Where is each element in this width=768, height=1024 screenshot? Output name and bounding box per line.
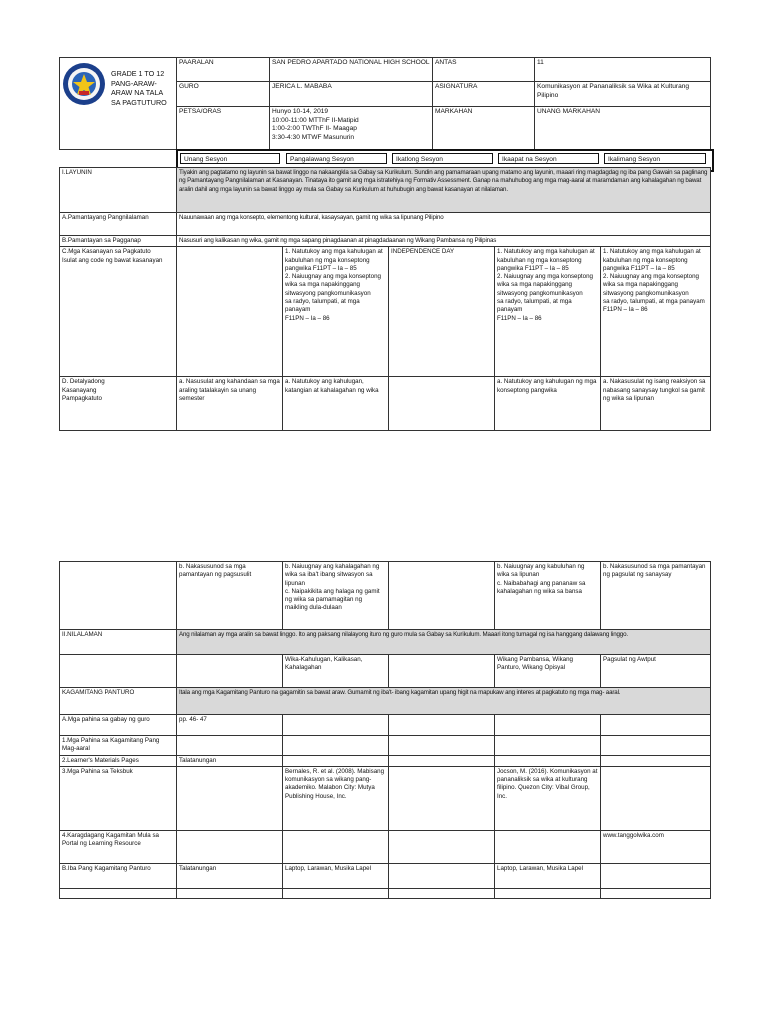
teksbuk-cell-3 [389,766,495,830]
detalye-row [60,377,711,431]
asignatura-label: ASIGNATURA [433,82,535,107]
continuation-cell-0 [60,888,177,898]
gabay-cell-4 [495,715,601,736]
lm-cell-3 [389,755,495,766]
karagdagan-cell-5: www.tanggolwika.com [601,830,711,863]
antas-value: 11 [535,58,711,82]
petsa-label: PETSA/ORAS [177,107,270,150]
detalye-cont-cell-5: b. Nakasusunod sa mga pamantayan ng pagsulat ng sanaysay [601,562,711,630]
detalye-cell-2: a. Natutukoy ang kahulugan, katangian at kahalagahan ng wika [283,377,389,431]
teksbuk-cell-2: Bernales, R. et al. (2008). Mabisang komunikasyon sa wikang pang-akademiko. Malabon City: Mutya Publishing House, Inc. [283,766,389,830]
kasanayan-cell-2: 1. Natutukoy ang mga kahulugan at kabuluhan ng mga konseptong pangwika F11PT – Ia – 85 2. Naiuugnay ang mga konseptong wika sa mga napakinggang sitwasyong pangkomunikasyon sa radyo, talumpati, at mga panayam F11PN – Ia – 86 [283,247,389,377]
kagamitan-row [60,688,711,715]
nilalaman-cell-1 [177,655,283,688]
lm-row [60,755,711,766]
kagamitan-mag-cell-4 [495,736,601,756]
petsa-value: Hunyo 10-14, 2019 10:00-11:00 MTThF II-Matipid 1:00-2:00 TWThF II- Maagap 3:30-4:30 MTWF Masunurin [270,107,433,150]
logo-cell [60,58,177,150]
gabay-cell-5 [601,715,711,736]
karagdagan-cell-1 [177,830,283,863]
detalye-cell-1: a. Nasusulat ang kahandaan sa mga araling tatalakayin sa unang semester [177,377,283,431]
lm-label: 2.Learner's Materials Pages [60,755,177,766]
lm-cell-5 [601,755,711,766]
detalye-cont-cell-4: b. Naiuugnay ang kabuluhan ng wika sa lipunan c. Naibabahagi ang pananaw sa kahalagahan ng wika sa bansa [495,562,601,630]
layunin-text: Tiyakin ang pagtatamo ng layunin sa bawat linggo na nakaangkla sa Gabay sa Kurikulum. Sundin ang pamamaraan upang matamo ang layunin, maaari ring magdagdag ng iba pang Gawain sa paglinang ng Pamantayang Pangnilalaman at Kasanayan. Tinataya ito gamit ang mga istratehiya ng Formativ Assessment. Ganap na mahuhubog ang mga mag-aaral at maramdaman ang kahalagahan ng bawat aralin dahil ang mga layunin sa bawat linggo ay mula sa Gabay sa Kurikulum at huhubugin ang bawat kasanayan at nilalaman. [177,168,711,213]
nilalaman-label: II.NILALAMAN [60,630,177,655]
continuation-cell-4 [495,888,601,898]
layunin-label: I.LAYUNIN [60,168,177,213]
teksbuk-label: 3.Mga Pahina sa Teksbuk [60,766,177,830]
form-title-line-4: SA PAGTUTURO [111,97,167,107]
continuation-cell-5 [601,888,711,898]
nilalaman-cell-2: Wika-Kahulugan, Kalikasan, Kahalagahan [283,655,389,688]
continuation-cell-2 [283,888,389,898]
nilalaman-row [60,630,711,655]
iba-row [60,863,711,888]
asignatura-value: Komunikasyon at Pananaliksik sa Wika at Kulturang Pilipino [535,82,711,107]
iba-cell-5 [601,863,711,888]
session-3-tab: Ikatlong Sesyon [392,153,493,164]
continuation-cell-1 [177,888,283,898]
karagdagan-cell-3 [389,830,495,863]
gabay-cell-1: pp. 46- 47 [177,715,283,736]
iba-cell-1: Talatanungan [177,863,283,888]
page1-plan-table [59,167,711,431]
continuation-row [60,888,711,898]
pamantayang-label: A.Pamantayang Pangnilalaman [60,213,177,236]
detalye-label: D. Detalyadong Kasanayang Pampagkatuto [60,377,177,431]
teksbuk-cell-1 [177,766,283,830]
nilalaman-topics-row [60,655,711,688]
detalye-cont-label [60,562,177,630]
header-table [59,57,711,150]
session-2-tab: Pangalawang Sesyon [286,153,387,164]
iba-cell-3 [389,863,495,888]
kasanayan-cell-1 [177,247,283,377]
form-title-line-3: ARAW NA TALA [111,88,164,98]
iba-cell-2: Laptop, Larawan, Musika Lapel [283,863,389,888]
kagamitan-mag-label: 1.Mga Pahina sa Kagamitang Pang Mag-aaral [60,736,177,756]
nilalaman-cell-3 [389,655,495,688]
antas-label: ANTAS [433,58,535,82]
kasanayan-row [60,247,711,377]
gabay-label: A.Mga pahina sa gabay ng guro [60,715,177,736]
page2-plan-table [59,561,711,899]
pagganap-label: B.Pamantayan sa Pagganap [60,236,177,247]
kagamitan-mag-cell-3 [389,736,495,756]
session-5-tab: Ikalimang Sesyon [604,153,706,164]
karagdagan-row [60,830,711,863]
gabay-cell-3 [389,715,495,736]
teksbuk-cell-5 [601,766,711,830]
guro-label: GURO [177,82,270,107]
detalye-cont-row [60,562,711,630]
kagamitan-label: KAGAMITANG PANTURO [60,688,177,715]
layunin-row [60,168,711,213]
kasanayan-label: C.Mga Kasanayan sa Pagkatuto Isulat ang code ng bawat kasanayan [60,247,177,377]
gabay-row [60,715,711,736]
kasanayan-cell-4: 1. Natutukoy ang mga kahulugan at kabuluhan ng mga konseptong pangwika F11PT – Ia – 85 2. Naiuugnay ang mga konseptong wika sa mga napakinggang sitwasyong pangkomunikasyon sa radyo, talumpati, at mga panayam F11PN – Ia – 86 [495,247,601,377]
karagdagan-cell-4 [495,830,601,863]
detalye-cell-4: a. Natutukoy ang kahulugan ng mga konseptong pangwika [495,377,601,431]
markahan-label: MARKAHAN [433,107,535,150]
pagganap-row [60,236,711,247]
kagamitan-text: Itala ang mga Kagamitang Panturo na gagamitin sa bawat araw. Gumamit ng iba't- ibang kagamitan upang higit na mapukaw ang interes at pagkatuto ng mga mag- aaral. [177,688,711,715]
lm-cell-2 [283,755,389,766]
pamantayang-text: Nauunawaan ang mga konsepto, elementong kultural, kasaysayan, gamit ng wika sa lipunang Pilipino [177,213,711,236]
paaralan-value: SAN PEDRO APARTADO NATIONAL HIGH SCHOOL [270,58,433,82]
lm-cell-4 [495,755,601,766]
form-title-line-2: PANG-ARAW- [111,78,157,88]
session-4-tab: Ikaapat na Sesyon [498,153,599,164]
detalye-cont-cell-1: b. Nakasusunod sa mga pamantayan ng pagsusulit [177,562,283,630]
detalye-cont-cell-3 [389,562,495,630]
nilalaman-text: Ang nilalaman ay mga aralin sa bawat linggo. Ito ang paksang nilalayong ituro ng guro mula sa Gabay sa Kurikulum. Maaari itong tumagal ng isa hanggang dalawang linggo. [177,630,711,655]
kagamitan-mag-cell-2 [283,736,389,756]
detalye-cont-cell-2: b. Naiuugnay ang kahalagahan ng wika sa iba't ibang sitwasyon sa lipunan c. Naipakikita ang halaga ng gamit ng wika sa pamamagitan ng maikling dula-dulaan [283,562,389,630]
karagdagan-cell-2 [283,830,389,863]
nilalaman-cell-4: Wikang Pambansa, Wikang Panturo, Wikang Opisyal [495,655,601,688]
detalye-cell-3 [389,377,495,431]
lm-cell-1: Talatanungan [177,755,283,766]
paaralan-label: PAARALAN [177,58,270,82]
kagamitan-mag-cell-5 [601,736,711,756]
continuation-cell-3 [389,888,495,898]
nilalaman-cell-5: Pagsulat ng Awtput [601,655,711,688]
pagganap-text: Nasusuri ang kalikasan ng wika, gamit ng mga sapang pinagdaanan at pinagdadaanan ng Wikang Pambansa ng Pilipinas [177,236,711,247]
kasanayan-cell-3: INDEPENDENCE DAY [389,247,495,377]
kagamitan-mag-row [60,736,711,756]
guro-value: JERICA L. MABABA [270,82,433,107]
detalye-cell-5: a. Nakasusulat ng isang reaksiyon sa nabasang sanaysay tungkol sa gamit ng wika sa lipunan [601,377,711,431]
teksbuk-cell-4: Jocson, M. (2016). Komunikasyon at pananaliksik sa wika at kulturang filipino. Quezon City: Vibal Group, Inc. [495,766,601,830]
markahan-value: UNANG MARKAHAN [535,107,711,150]
kagamitan-mag-cell-1 [177,736,283,756]
teksbuk-row [60,766,711,830]
iba-label: B.Iba Pang Kagamitang Panturo [60,863,177,888]
form-title-line-1: GRADE 1 TO 12 [111,69,165,78]
iba-cell-4: Laptop, Larawan, Musika Lapel [495,863,601,888]
session-1-tab: Unang Sesyon [180,153,280,164]
karagdagan-label: 4.Karagdagang Kagamitan Mula sa Portal ng Learning Resource [60,830,177,863]
gabay-cell-2 [283,715,389,736]
kasanayan-cell-5: 1. Natutukoy ang mga kahulugan at kabuluhan ng mga konseptong pangwika F11PT – Ia – 85 2. Naiuugnay ang mga konseptong wika sa mga napakinggang sitwasyong pangkomunikasyon sa radyo, talumpati, at mga panayam F11PN – Ia – 86 [601,247,711,377]
nilalaman-topics-label [60,655,177,688]
pamantayang-row [60,213,711,236]
